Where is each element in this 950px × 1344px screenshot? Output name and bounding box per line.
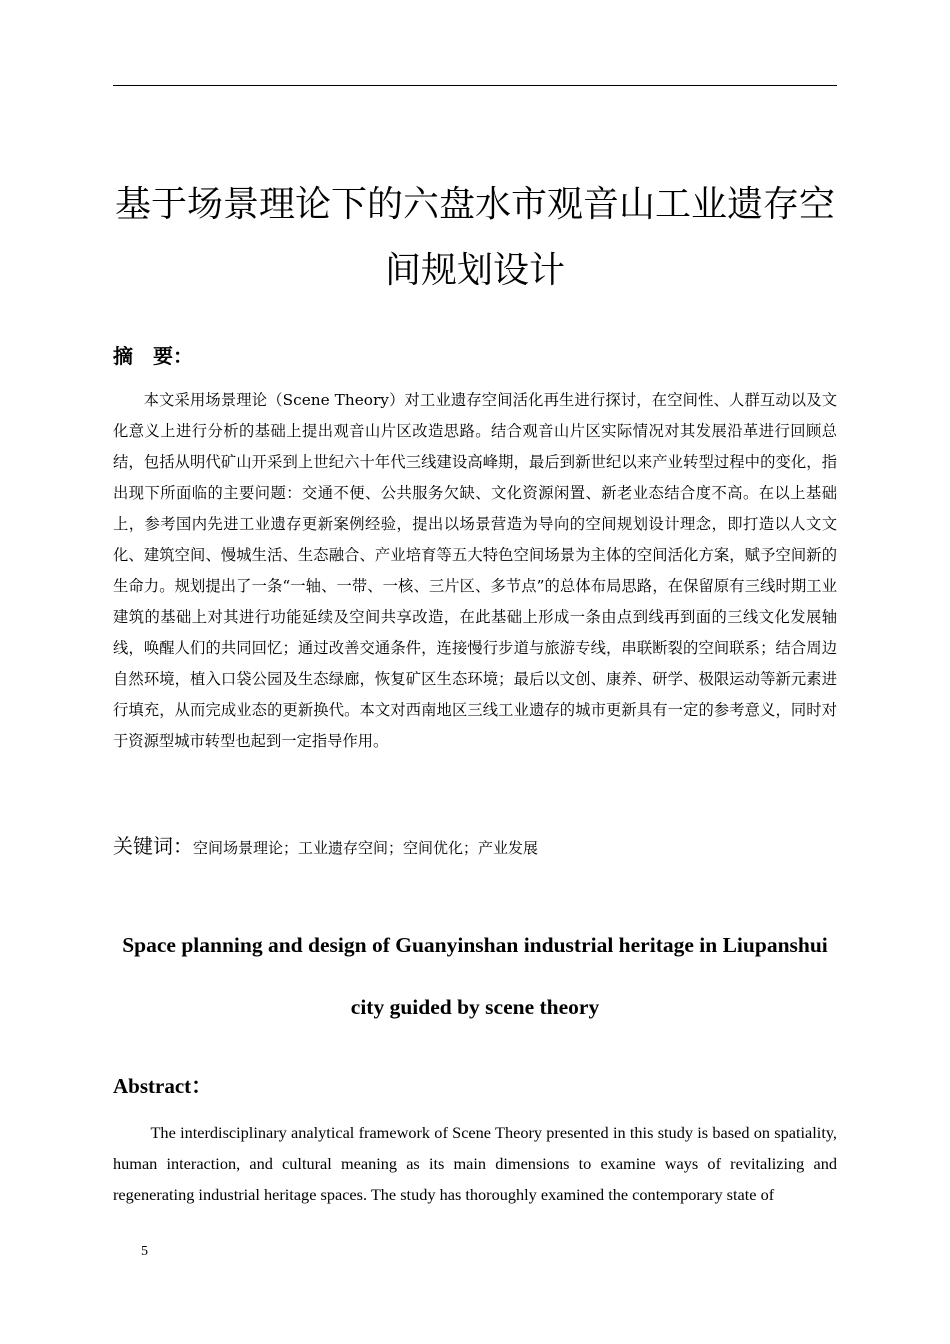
page-number: 5 <box>141 1244 148 1259</box>
english-abstract-heading: Abstract： <box>113 1074 213 1098</box>
english-abstract-body: The interdisciplinary analytical framework of Scene Theory presented in this study is based on spatiality, human interaction, and cultural meaning as its main dimensions to examine ways of revitalizing and regenerating industrial heritage spaces. The study has thoroughly examined the contemporary state of <box>113 1123 837 1204</box>
english-title: Space planning and design of Guanyinshan industrial heritage in Liupanshui city guided by scene theory <box>122 933 828 1019</box>
keywords-text: 空间场景理论；工业遗存空间；空间优化；产业发展 <box>193 839 539 857</box>
keywords-label: 关键词： <box>113 834 193 858</box>
keywords-line <box>113 830 837 859</box>
chinese-abstract-body: 本文采用场景理论（Scene Theory）对工业遗存空间活化再生进行探讨，在空间性、人群互动以及文化意义上进行分析的基础上提出观音山片区改造思路。结合观音山片区实际情况对其发展沿革进行回顾总结，包括从明代矿山开采到上世纪六十年代三线建设高峰期，最后到新世纪以来产业转型过程中的变化，指出现下所面临的主要问题：交通不便、公共服务欠缺、文化资源闲置、新老业态结合度不高。在以上基础上，参考国内先进工业遗存更新案例经验，提出以场景营造为导向的空间规划设计理念，即打造以人文文化、建筑空间、慢城生活、生态融合、产业培育等五大特色空间场景为主体的空间活化方案，赋予空间新的生命力。规划提出了一条“一轴、一带、一核、三片区、多节点”的总体布局思路，在保留原有三线时期工业建筑的基础上对其进行功能延续及空间共享改造，在此基础上形成一条由点到线再到面的三线文化发展轴线，唤醒人们的共同回忆；通过改善交通条件，连接慢行步道与旅游专线，串联断裂的空间联系；结合周边自然环境，植入口袋公园及生态绿廊，恢复矿区生态环境；最后以文创、康养、研学、极限运动等新元素进行填充，从而完成业态的更新换代。本文对西南地区三线工业遗存的城市更新具有一定的参考意义，同时对于资源型城市转型也起到一定指导作用。 <box>113 391 837 750</box>
chinese-abstract-heading: 摘 要： <box>113 344 193 368</box>
chinese-title: 基于场景理论下的六盘水市观音山工业遗存空间规划设计 <box>114 184 835 291</box>
header-rule <box>113 85 837 86</box>
